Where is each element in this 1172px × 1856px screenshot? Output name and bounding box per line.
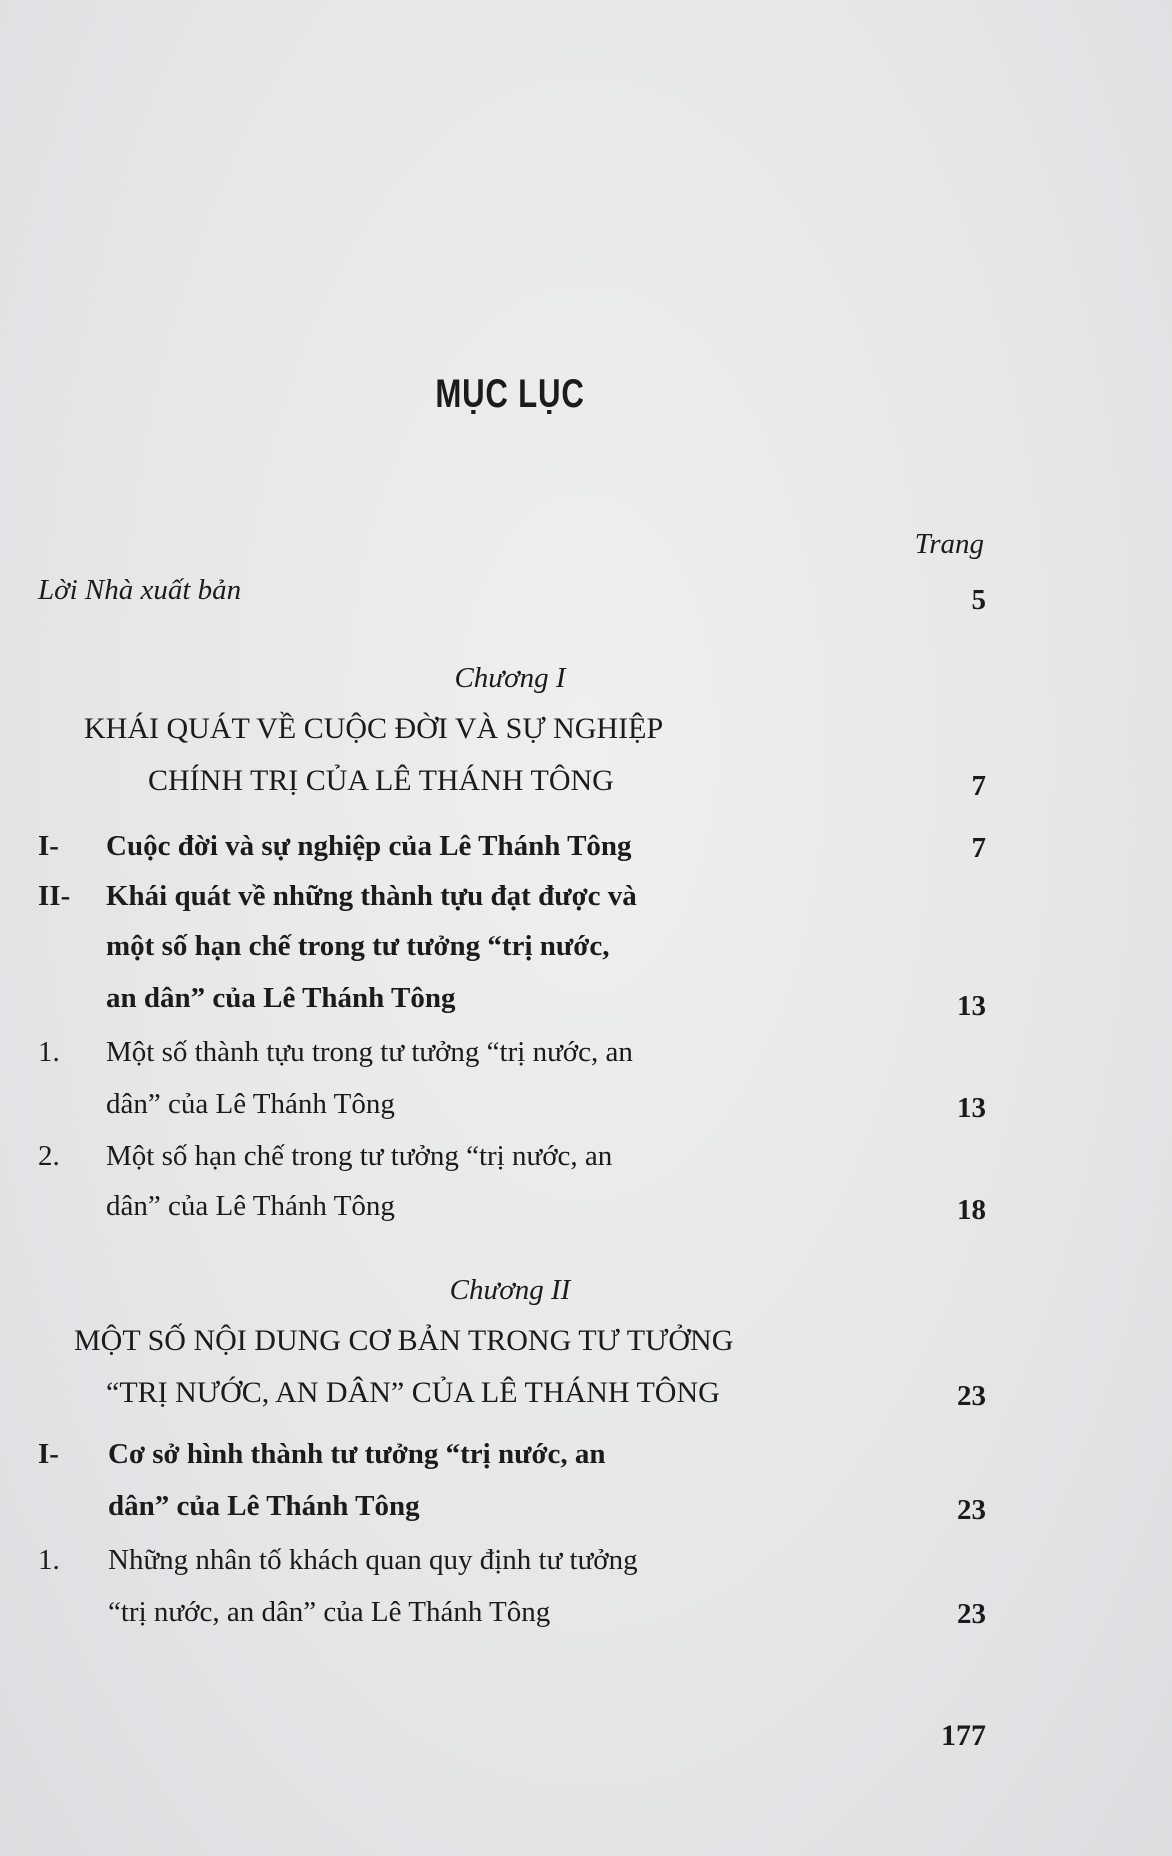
- toc-page-number: 7: [971, 832, 986, 864]
- toc-entry-text[interactable]: Những nhân tố khách quan quy định tư tưởng: [108, 1544, 638, 1576]
- toc-page-number: 23: [957, 1494, 986, 1526]
- toc-page-number: 7: [971, 770, 986, 802]
- page-number: 177: [941, 1719, 986, 1752]
- page-column-label: Trang: [914, 528, 984, 560]
- toc-entry-number: 1.: [38, 1544, 60, 1576]
- toc-entry-number: 2.: [38, 1140, 60, 1172]
- toc-page-number: 23: [957, 1598, 986, 1630]
- toc-entry-text[interactable]: dân” của Lê Thánh Tông: [106, 1088, 395, 1120]
- toc-entry-text[interactable]: dân” của Lê Thánh Tông: [106, 1190, 395, 1222]
- chapter-title-line[interactable]: KHÁI QUÁT VỀ CUỘC ĐỜI VÀ SỰ NGHIỆP: [84, 712, 664, 745]
- chapter-label: Chương II: [449, 1274, 571, 1306]
- toc-entry-text[interactable]: Một số thành tựu trong tư tưởng “trị nước, an: [106, 1036, 633, 1068]
- toc-entry-number: II-: [38, 880, 71, 912]
- page-title: MỤC LỤC: [435, 372, 585, 416]
- toc-entry-text[interactable]: dân” của Lê Thánh Tông: [108, 1490, 420, 1522]
- chapter-title-line[interactable]: CHÍNH TRỊ CỦA LÊ THÁNH TÔNG: [148, 764, 614, 797]
- toc-entry-text[interactable]: một số hạn chế trong tư tưởng “trị nước,: [106, 930, 610, 962]
- toc-entry-number: 1.: [38, 1036, 60, 1068]
- toc-page-number: 18: [957, 1194, 986, 1226]
- toc-entry-text[interactable]: Cơ sở hình thành tư tưởng “trị nước, an: [108, 1438, 606, 1470]
- toc-page-number: 23: [957, 1380, 986, 1412]
- toc-entry-text[interactable]: an dân” của Lê Thánh Tông: [106, 982, 456, 1014]
- toc-entry-publisher-note[interactable]: Lời Nhà xuất bản: [38, 574, 242, 606]
- chapter-title-line[interactable]: MỘT SỐ NỘI DUNG CƠ BẢN TRONG TƯ TƯỞNG: [74, 1324, 734, 1357]
- toc-entry-number: I-: [38, 1438, 59, 1470]
- toc-entry-text[interactable]: Một số hạn chế trong tư tưởng “trị nước, an: [106, 1140, 613, 1172]
- toc-entry-text[interactable]: Cuộc đời và sự nghiệp của Lê Thánh Tông: [106, 830, 632, 862]
- toc-entry-text[interactable]: Khái quát về những thành tựu đạt được và: [106, 880, 637, 912]
- chapter-label: Chương I: [454, 662, 566, 694]
- toc-entry-text[interactable]: “trị nước, an dân” của Lê Thánh Tông: [108, 1596, 551, 1628]
- toc-entry-number: I-: [38, 830, 59, 862]
- toc-page-number: 13: [957, 990, 986, 1022]
- toc-page-number: 5: [971, 584, 986, 616]
- chapter-title-line[interactable]: “TRỊ NƯỚC, AN DÂN” CỦA LÊ THÁNH TÔNG: [106, 1376, 720, 1409]
- toc-page-number: 13: [957, 1092, 986, 1124]
